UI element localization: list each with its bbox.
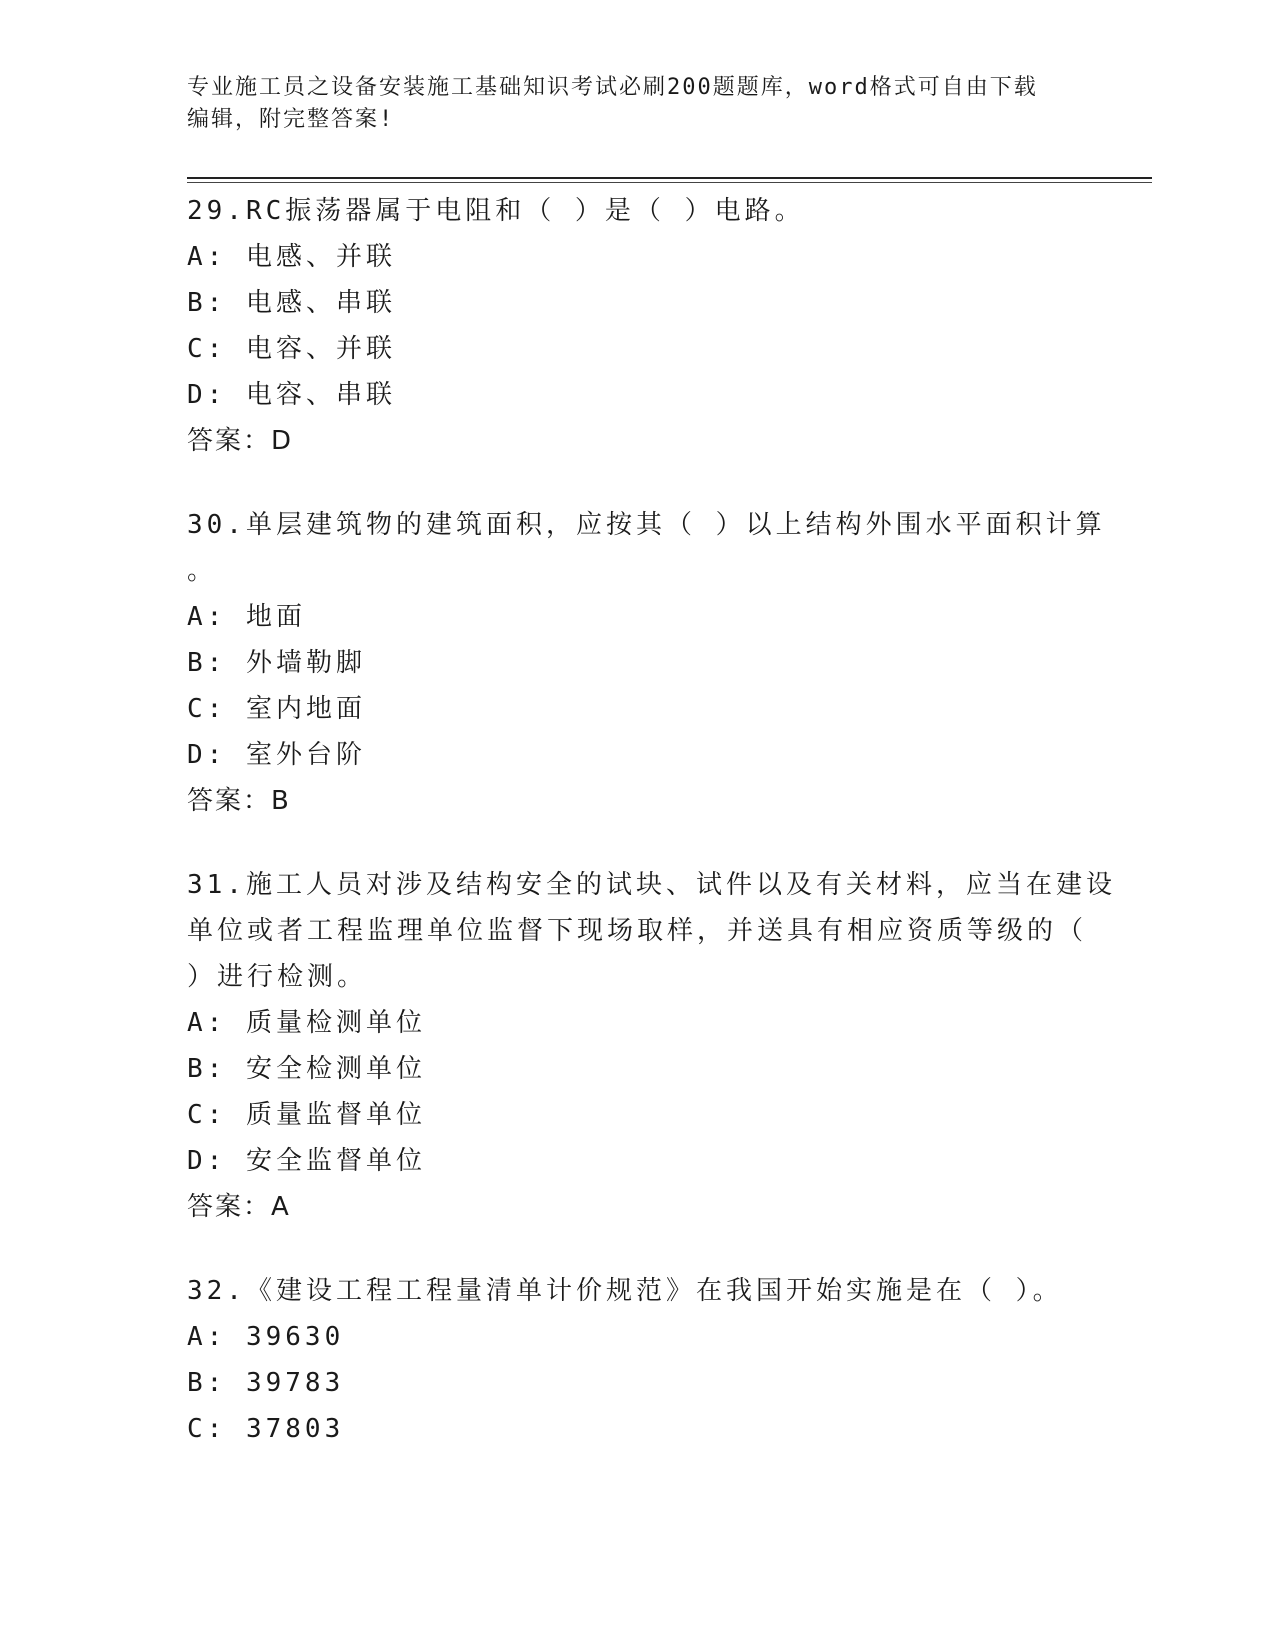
header-line-1: 专业施工员之设备安装施工基础知识考试必刷200题题库，word格式可自由下载 [187,75,1038,100]
option-d: D: 安全监督单位 [187,1146,426,1176]
answer-line: 答案：A [187,1192,291,1222]
question-stem-continued: 。 [187,556,218,586]
option-a: A: 质量检测单位 [187,1008,426,1038]
question-stem: 31.施工人员对涉及结构安全的试块、试件以及有关材料，应当在建设 [187,870,1116,900]
question-30 [187,502,1106,824]
question-stem: 32.《建设工程工程量清单计价规范》在我国开始实施是在（ ）。 [187,1276,1063,1306]
option-a: A: 39630 [187,1322,345,1352]
option-a: A: 电感、并联 [187,242,396,272]
option-a: A: 地面 [187,602,306,632]
option-b: B: 电感、串联 [187,288,396,318]
option-c: C: 37803 [187,1414,345,1444]
header-divider-thin [187,182,1152,183]
question-stem-continued: 单位或者工程监理单位监督下现场取样，并送具有相应资质等级的（ [187,916,1088,946]
document-header [187,72,1087,136]
header-divider-thick [187,177,1152,179]
question-stem: 30.单层建筑物的建筑面积，应按其（ ）以上结构外围水平面积计算 [187,510,1106,540]
answer-line: 答案：B [187,786,291,816]
option-c: C: 质量监督单位 [187,1100,426,1130]
question-32 [187,1268,1087,1452]
option-c: C: 电容、并联 [187,334,396,364]
option-b: B: 外墙勒脚 [187,648,366,678]
option-b: B: 39783 [187,1368,345,1398]
header-line-2: 编辑，附完整答案! [187,107,395,132]
question-stem: 29.RC振荡器属于电阻和（ ）是（ ）电路。 [187,196,805,226]
option-d: D: 室外台阶 [187,740,366,770]
question-29 [187,188,1087,464]
question-31 [187,862,1116,1230]
question-list [187,188,1116,1490]
option-d: D: 电容、串联 [187,380,396,410]
question-stem-continued: ）进行检测。 [187,962,368,992]
answer-line: 答案：D [187,426,294,456]
option-c: C: 室内地面 [187,694,366,724]
option-b: B: 安全检测单位 [187,1054,426,1084]
